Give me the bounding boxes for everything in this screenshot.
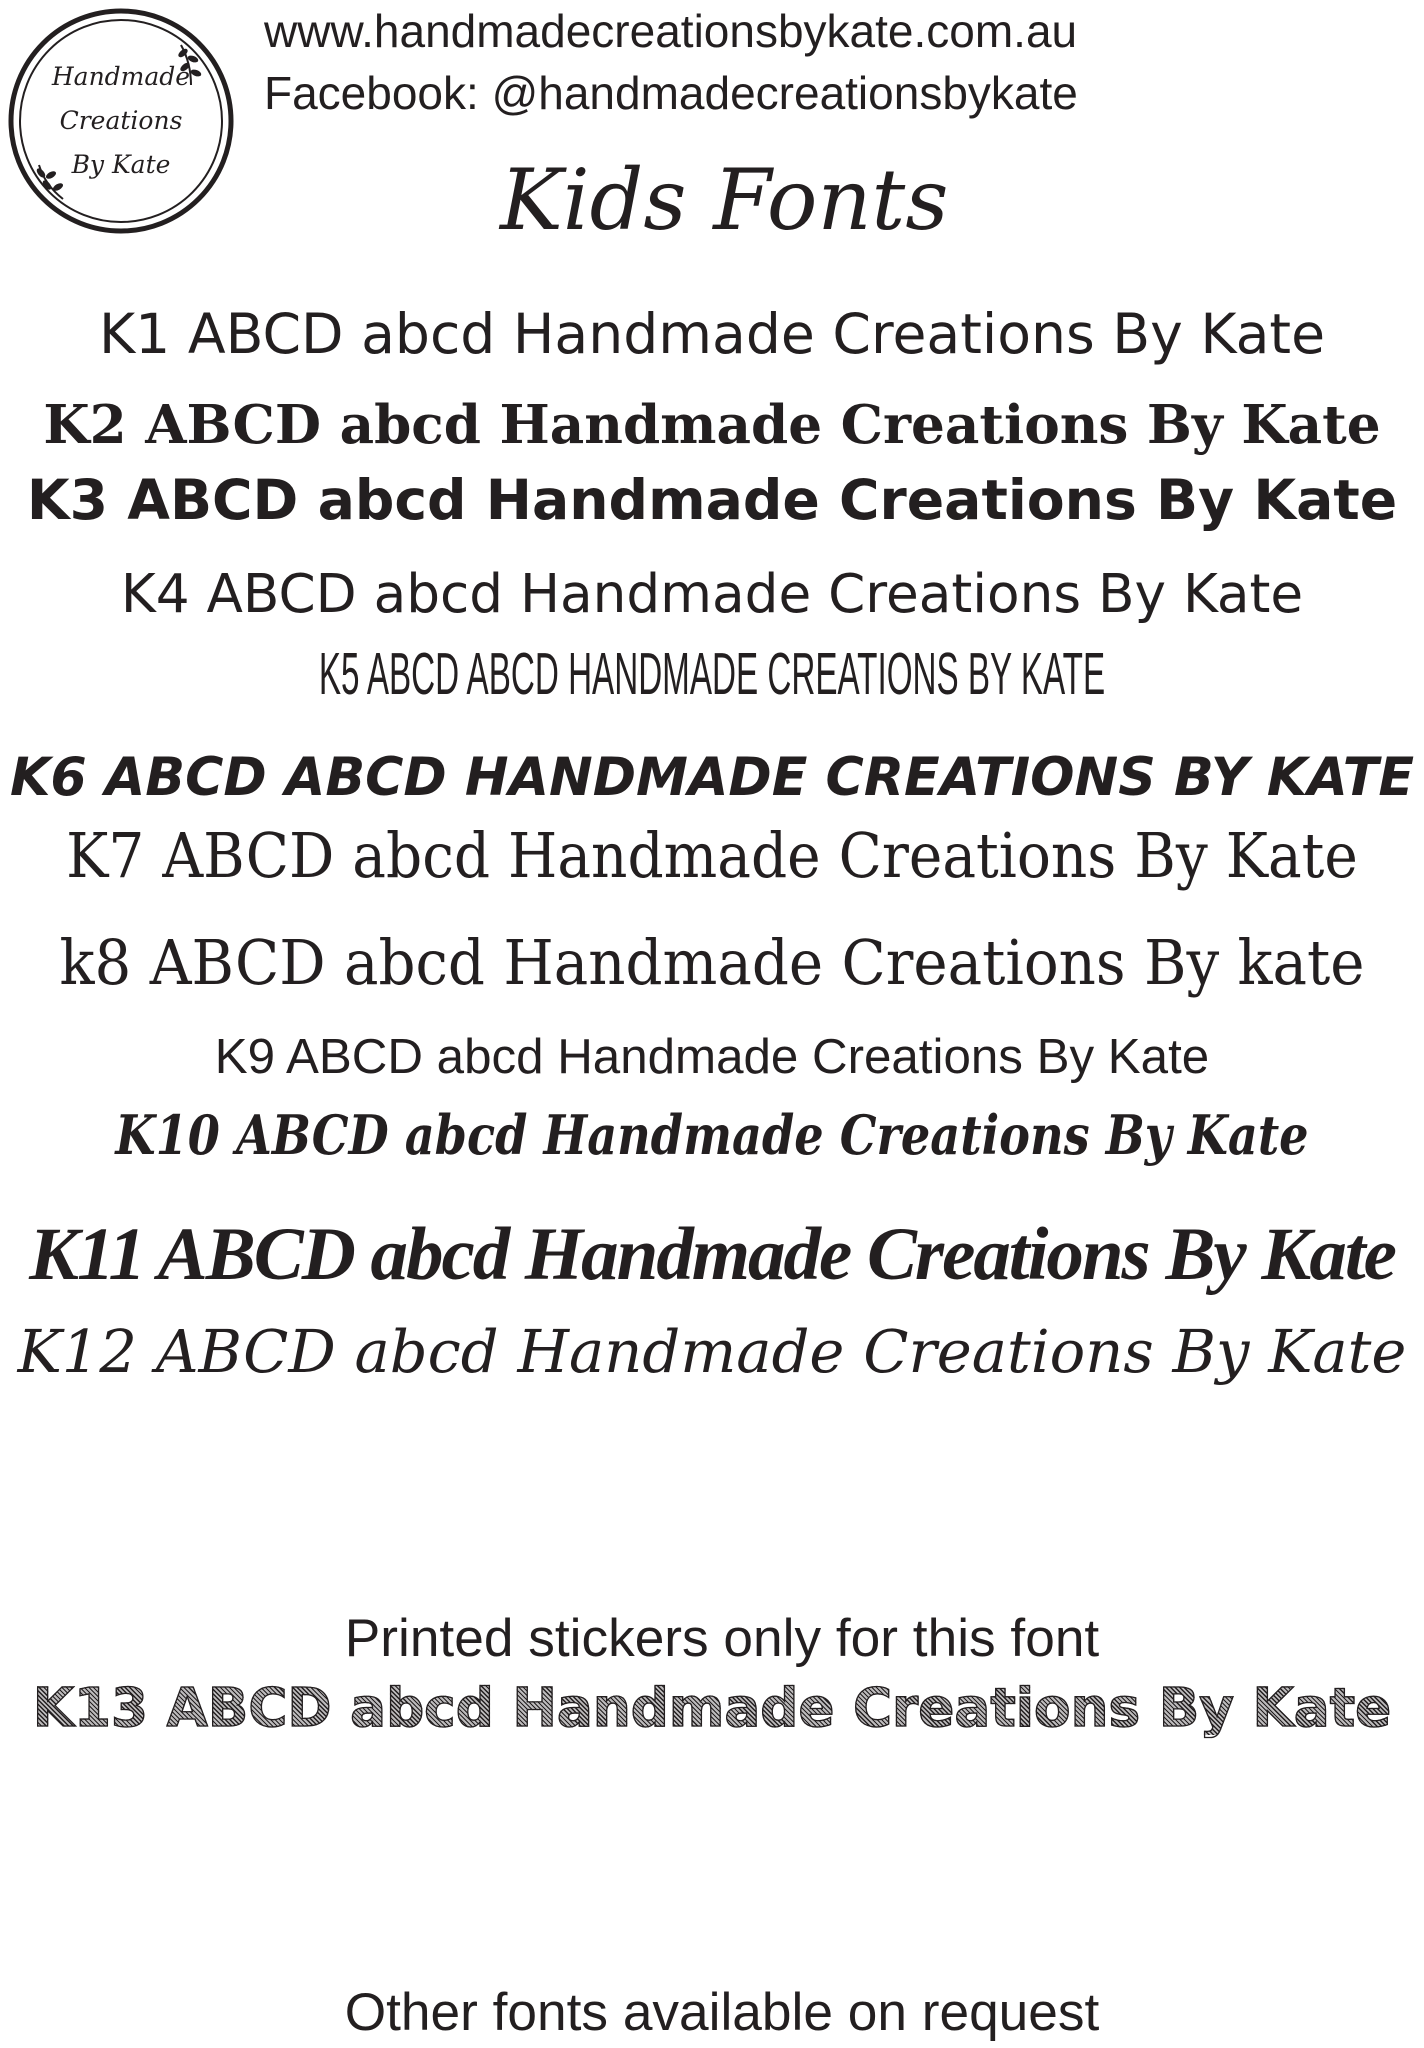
font-sample-k13: K13 ABCD abcd Handmade Creations By Kate (0, 1682, 1424, 1735)
page-title: Kids Fonts (500, 151, 949, 249)
footer-note: Other fonts available on request (344, 1983, 1100, 2042)
logo-line-2: Creations (59, 106, 183, 135)
printed-stickers-note: Printed stickers only for this font (344, 1609, 1100, 1668)
font-sample-k12: K12 ABCD abcd Handmade Creations By Kate (17, 1317, 1407, 1386)
facebook-handle[interactable]: Facebook: @handmadecreationsbykate (264, 67, 1078, 119)
website-url[interactable]: www.handmadecreationsbykate.com.au (264, 5, 1078, 57)
logo-seal (5, 5, 237, 237)
font-sample-k7: K7 ABCD abcd Handmade Creations By Kate (66, 821, 1358, 892)
font-sample-k10: K10 ABCD abcd Handmade Creations By Kate (115, 1103, 1309, 1167)
font-sample-k3: K3 ABCD abcd Handmade Creations By Kate (26, 469, 1398, 533)
logo-line-1: Handmade (51, 62, 191, 91)
font-sample-k8: k8 ABCD abcd Handmade Creations By kate (59, 926, 1365, 999)
brand-logo (5, 5, 237, 237)
font-sample-k9: K9 ABCD abcd Handmade Creations By Kate (214, 1029, 1210, 1084)
font-sample-k1: K1 ABCD abcd Handmade Creations By Kate (98, 303, 1326, 367)
font-sample-k6: K6 ABCD ABCD HANDMADE CREATIONS BY KATE (9, 748, 1415, 808)
font-sample-k11: K11 ABCD abcd Handmade Creations By Kate (29, 1213, 1395, 1296)
logo-line-3: By Kate (71, 150, 171, 179)
font-sample-k2: K2 ABCD abcd Handmade Creations By Kate (43, 393, 1381, 456)
font-sample-k4: K4 ABCD abcd Handmade Creations By Kate (120, 563, 1304, 625)
font-sample-k5: K5 ABCD ABCD HANDMADE CREATIONS BY KATE (318, 640, 1106, 707)
